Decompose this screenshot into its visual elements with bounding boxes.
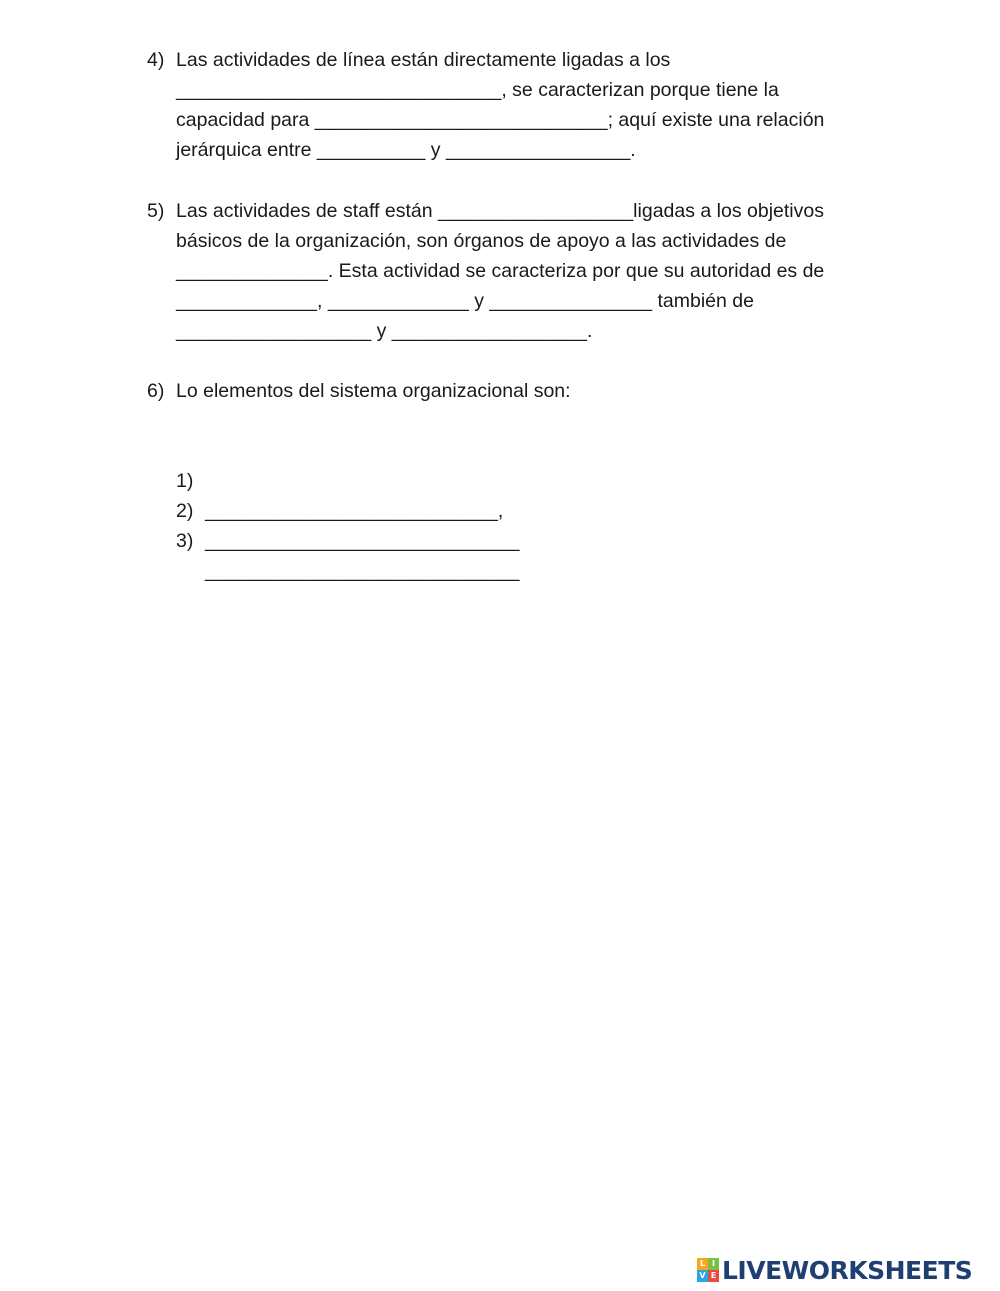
logo-badge-icon [697, 1258, 719, 1282]
list-item [176, 496, 520, 586]
question-number: 4) [147, 49, 165, 71]
question-text-line: ______________________________, se caracterizan porque tiene la [176, 79, 779, 101]
badge-letter: V [697, 1270, 708, 1282]
question-number: 5) [147, 200, 165, 222]
answer-blank[interactable]: ___________________________, [205, 500, 504, 522]
question-text-line: Lo elementos del sistema organizacional son: [176, 380, 571, 402]
badge-letter: L [697, 1258, 708, 1270]
question-text-line: _____________, _____________ y _______________ también de [176, 290, 754, 312]
question-text-line: __________________ y __________________. [176, 320, 593, 342]
question-text-line: ______________. Esta actividad se caracteriza por que su autoridad es de [176, 260, 825, 282]
badge-letter: I [708, 1258, 719, 1270]
question-text-line: básicos de la organización, son órganos de apoyo a las actividades de [176, 230, 787, 252]
logo-wordmark: LIVEWORKSHEETS [722, 1255, 973, 1285]
question-text-line: Las actividades de línea están directamente ligadas a los [176, 49, 671, 71]
answer-blank[interactable]: _____________________________ [205, 530, 520, 552]
list-item-number: 3) [176, 530, 194, 552]
question-number: 6) [147, 380, 165, 402]
list-item-number: 2) [176, 500, 194, 522]
question-text-line: jerárquica entre __________ y _________________. [176, 139, 636, 161]
badge-letter: E [708, 1270, 719, 1282]
question-text-line: Las actividades de staff están __________________ligadas a los objetivos [176, 200, 824, 222]
liveworksheets-logo [697, 1256, 972, 1284]
list-item-number: 1) [176, 470, 194, 492]
question-text-line: capacidad para ___________________________; aquí existe una relación [176, 109, 825, 131]
answer-blank[interactable]: _____________________________ [205, 560, 520, 582]
